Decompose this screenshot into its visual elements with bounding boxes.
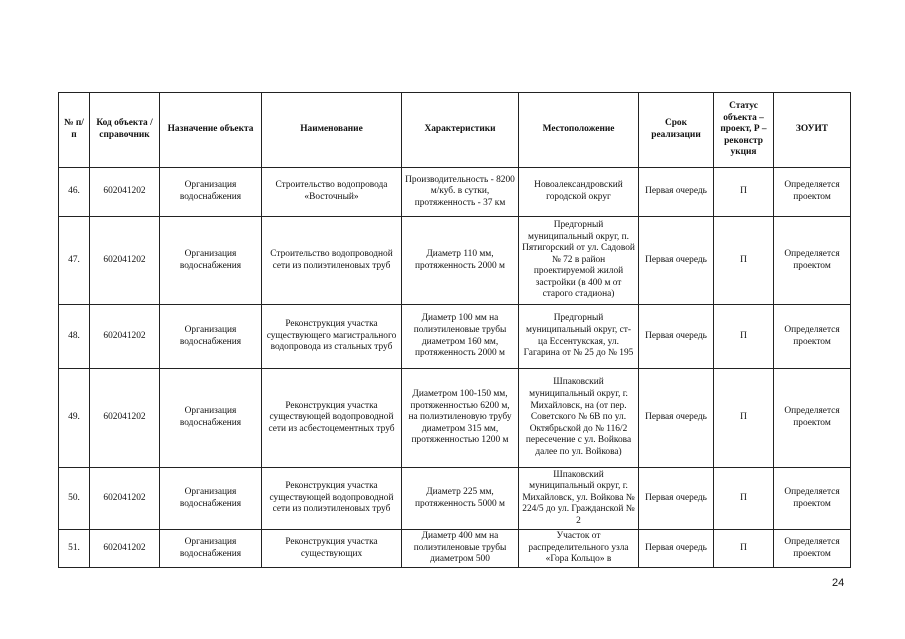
row-number: 46.: [59, 168, 90, 217]
object-status: П: [714, 217, 774, 305]
object-code: 602041202: [90, 217, 160, 305]
header-cell: Назначение объекта: [160, 93, 262, 168]
header-cell: Местоположение: [519, 93, 639, 168]
implementation-term: Первая очередь: [639, 305, 714, 369]
object-status: П: [714, 530, 774, 568]
row-number: 48.: [59, 305, 90, 369]
table-row: [59, 168, 851, 217]
object-characteristics: Диаметр 400 мм на полиэтиленовые трубы диаметром 500: [402, 530, 519, 568]
row-number: 51.: [59, 530, 90, 568]
header-cell: ЗОУИТ: [774, 93, 851, 168]
zouit: Определяется проектом: [774, 305, 851, 369]
zouit: Определяется проектом: [774, 217, 851, 305]
object-characteristics: Диаметром 100-150 мм, протяженностью 6200 м, на полиэтиленовую трубу диаметром 315 мм, протяженностью 1200 м: [402, 369, 519, 468]
object-name: Реконструкция участка существующего магистрального водопровода из стальных труб: [262, 305, 402, 369]
object-name: Реконструкция участка существующей водопроводной сети из асбестоцементных труб: [262, 369, 402, 468]
object-code: 602041202: [90, 468, 160, 530]
table-header-row: [59, 93, 851, 168]
object-name: Строительство водопровода «Восточный»: [262, 168, 402, 217]
header-cell: Наименование: [262, 93, 402, 168]
object-code: 602041202: [90, 305, 160, 369]
object-purpose: Организация водоснабжения: [160, 305, 262, 369]
object-code: 602041202: [90, 168, 160, 217]
implementation-term: Первая очередь: [639, 168, 714, 217]
object-purpose: Организация водоснабжения: [160, 217, 262, 305]
object-characteristics: Диаметр 225 мм, протяженность 5000 м: [402, 468, 519, 530]
header-cell: Срок реализации: [639, 93, 714, 168]
header-cell: Статус объекта – проект, Р – реконстр укция: [714, 93, 774, 168]
zouit: Определяется проектом: [774, 468, 851, 530]
object-status: П: [714, 305, 774, 369]
zouit: Определяется проектом: [774, 530, 851, 568]
object-location: Предгорный муниципальный округ, п. Пятигорский от ул. Садовой № 72 в район проектируемой жилой застройки (в 400 м от старого стадиона): [519, 217, 639, 305]
object-characteristics: Диаметр 110 мм, протяженность 2000 м: [402, 217, 519, 305]
page-number: 24: [832, 577, 845, 589]
zouit: Определяется проектом: [774, 369, 851, 468]
table-row: [59, 468, 851, 530]
register-table: [58, 92, 851, 568]
table-row: [59, 530, 851, 568]
object-name: Реконструкция участка существующих: [262, 530, 402, 568]
table-row: [59, 305, 851, 369]
object-code: 602041202: [90, 369, 160, 468]
object-status: П: [714, 468, 774, 530]
object-location: Шпаковский муниципальный округ, г. Михайловск, ул. Войкова № 224/5 до ул. Гражданской № 2: [519, 468, 639, 530]
object-location: Предгорный муниципальный округ, ст-ца Ессентукская, ул. Гагарина от № 25 до № 195: [519, 305, 639, 369]
implementation-term: Первая очередь: [639, 217, 714, 305]
object-code: 602041202: [90, 530, 160, 568]
object-purpose: Организация водоснабжения: [160, 468, 262, 530]
table-row: [59, 217, 851, 305]
row-number: 50.: [59, 468, 90, 530]
row-number: 47.: [59, 217, 90, 305]
object-status: П: [714, 168, 774, 217]
object-name: Строительство водопроводной сети из полиэтиленовых труб: [262, 217, 402, 305]
object-name: Реконструкция участка существующей водопроводной сети из полиэтиленовых труб: [262, 468, 402, 530]
row-number: 49.: [59, 369, 90, 468]
object-location: Шпаковский муниципальный округ, г. Михайловск, на (от пер. Советского № 6В по ул. Октябрьской до № 116/2 пересечение с ул. Войкова далее по ул. Войкова): [519, 369, 639, 468]
header-cell: Характеристики: [402, 93, 519, 168]
zouit: Определяется проектом: [774, 168, 851, 217]
object-characteristics: Производительность - 8200 м/куб. в сутки, протяженность - 37 км: [402, 168, 519, 217]
implementation-term: Первая очередь: [639, 468, 714, 530]
header-cell: Код объекта / справочник: [90, 93, 160, 168]
object-purpose: Организация водоснабжения: [160, 168, 262, 217]
object-location: Участок от распределительного узла «Гора Кольцо» в: [519, 530, 639, 568]
object-status: П: [714, 369, 774, 468]
object-purpose: Организация водоснабжения: [160, 369, 262, 468]
object-location: Новоалександровский городской округ: [519, 168, 639, 217]
implementation-term: Первая очередь: [639, 530, 714, 568]
table-row: [59, 369, 851, 468]
object-characteristics: Диаметр 100 мм на полиэтиленовые трубы диаметром 160 мм, протяженность 2000 м: [402, 305, 519, 369]
header-cell: № п/п: [59, 93, 90, 168]
implementation-term: Первая очередь: [639, 369, 714, 468]
object-purpose: Организация водоснабжения: [160, 530, 262, 568]
